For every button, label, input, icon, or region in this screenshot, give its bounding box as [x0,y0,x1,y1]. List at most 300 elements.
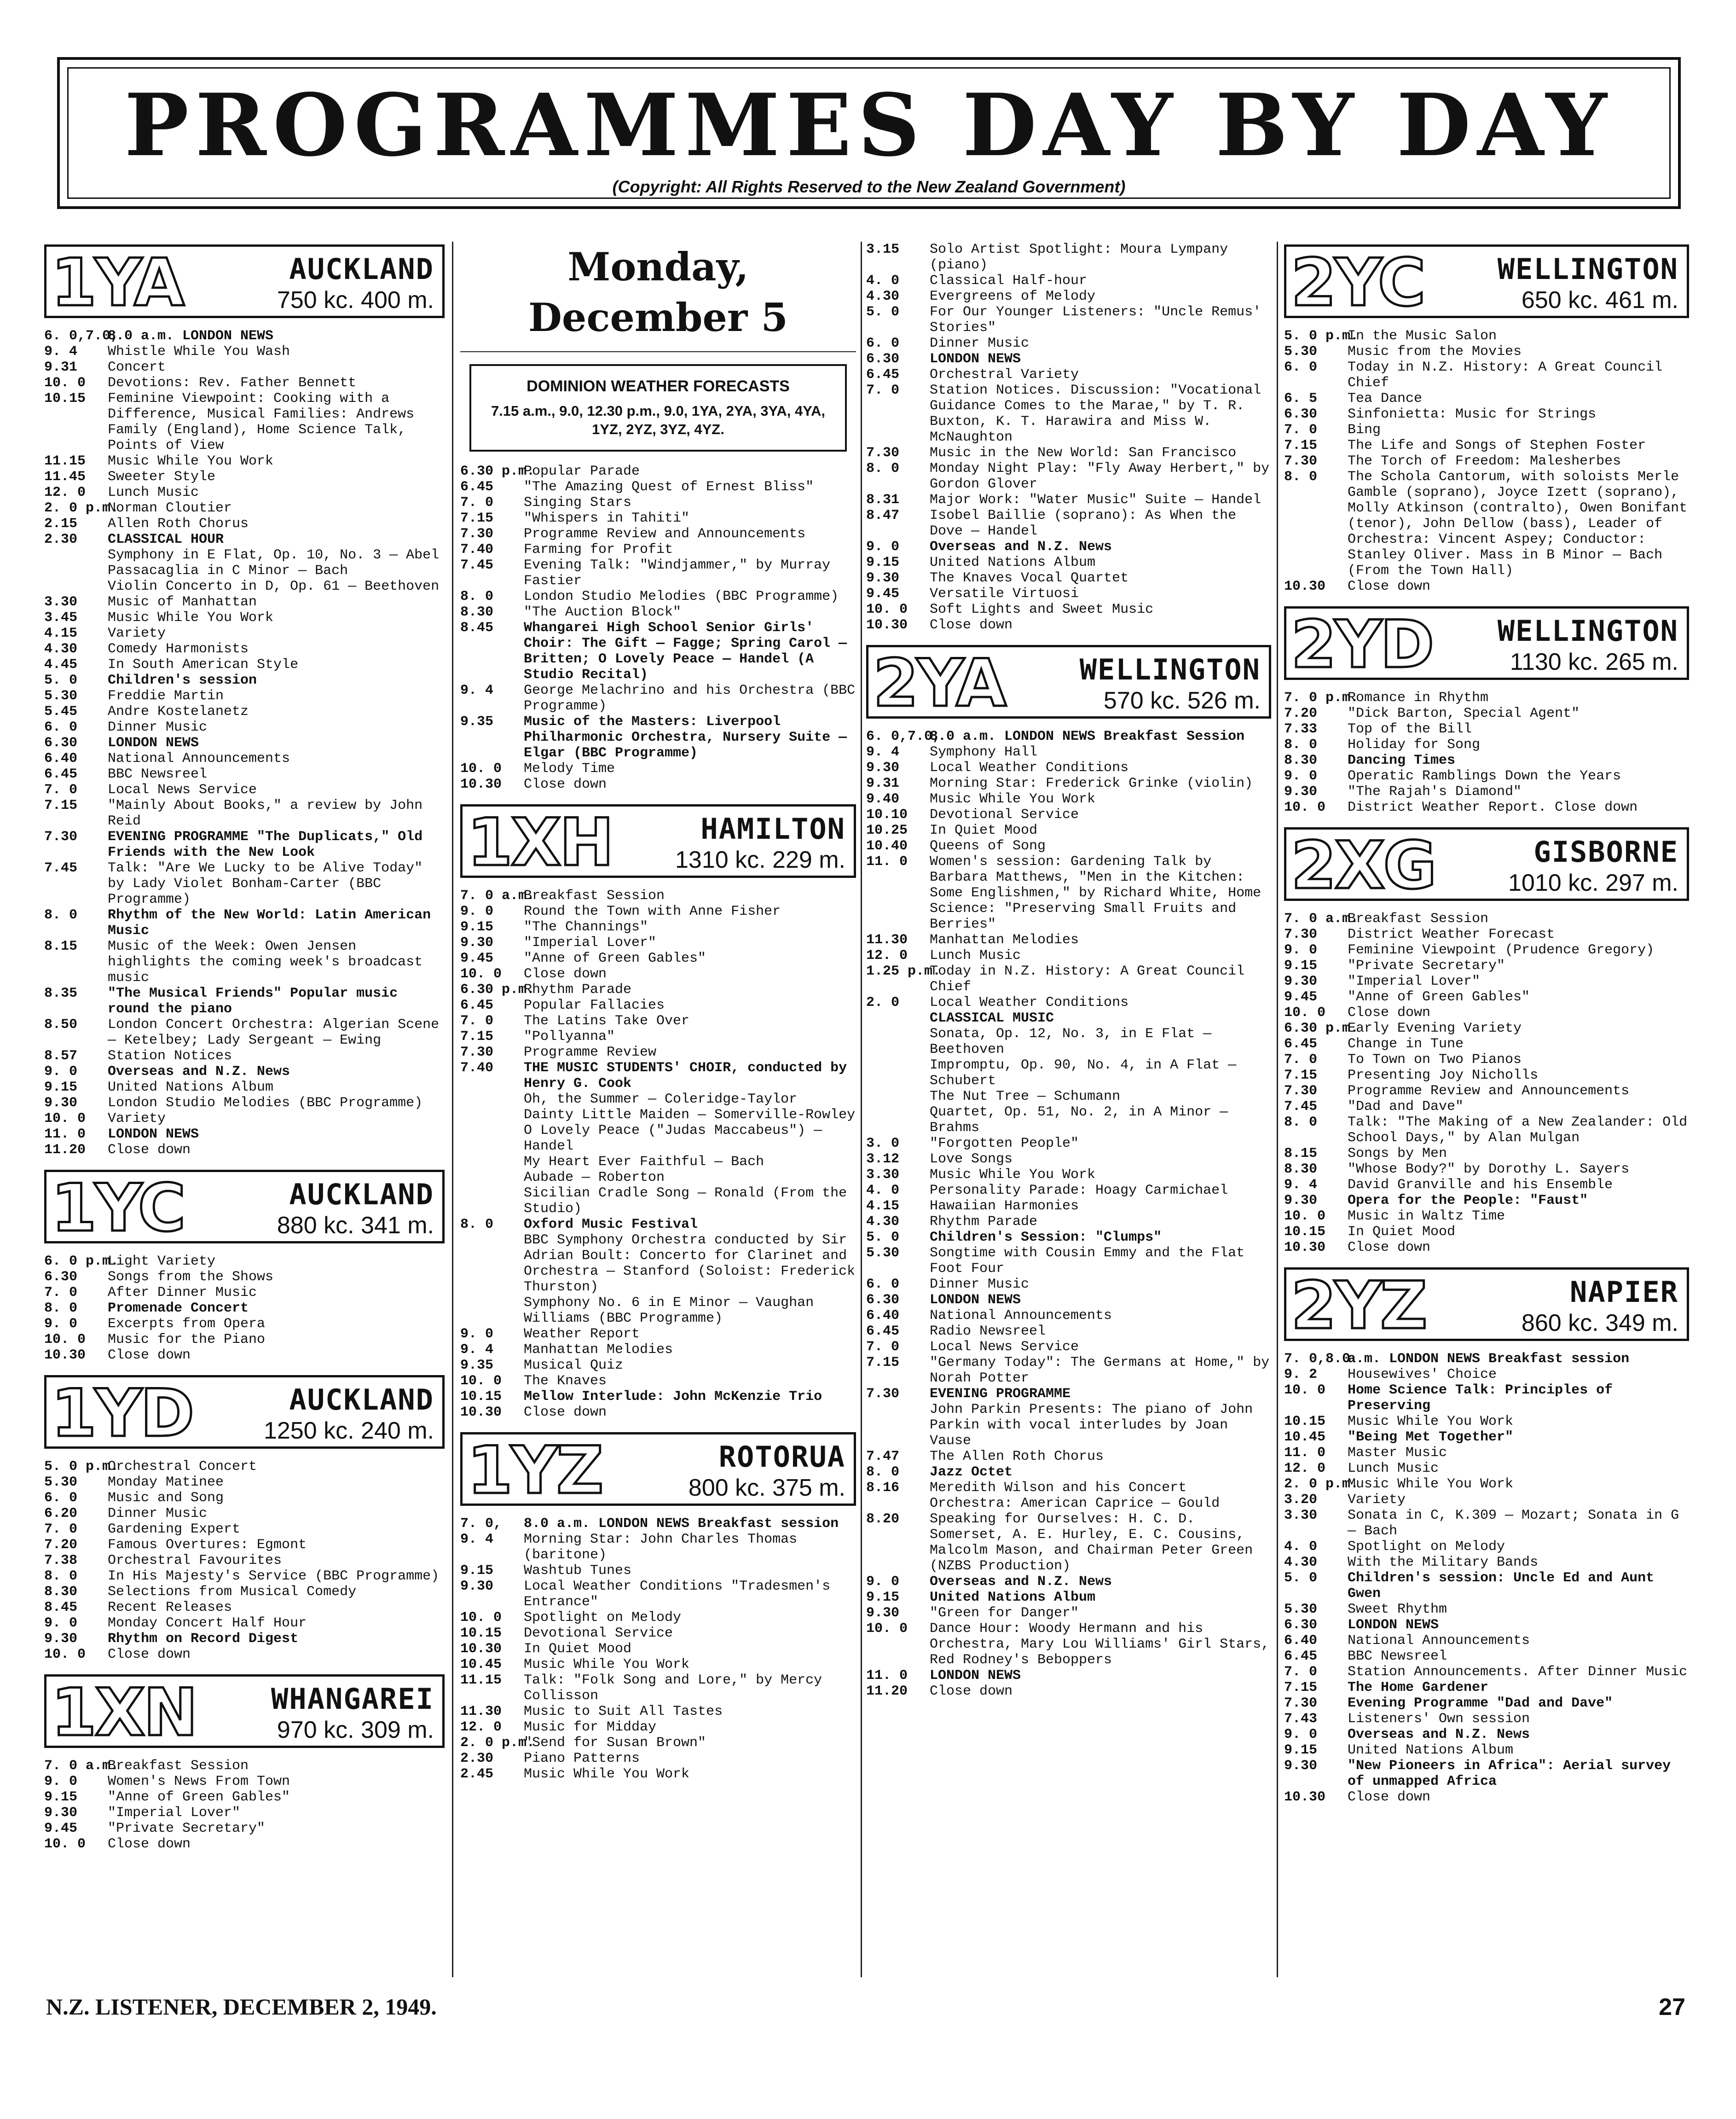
programme-item [1284,1727,1689,1742]
programme-item [460,1045,856,1060]
programme-item [460,888,856,904]
programme-time: 7. 0 a.m. [460,888,535,904]
spacer [866,633,1271,642]
programme-time: 7.30 [1284,453,1318,469]
programme-title: Talk: "Folk Song and Lore," by Mercy Collisson [524,1672,822,1704]
programme-time: 4.15 [866,1198,900,1214]
programme-title: O Lovely Peace ("Judas Maccabeus") — Handel [524,1123,822,1154]
programme-item [460,1217,856,1232]
programme-title: Close down [1348,579,1431,594]
programme-time: 11.15 [44,453,86,469]
programme-title: "Whose Body?" by Dorothy L. Sayers [1348,1161,1630,1177]
programme-title: "Forgotten People" [930,1136,1079,1151]
programme-title: Meredith Wilson and his Concert Orchestra: American Caprice — Gould [930,1480,1220,1511]
programme-item [866,1590,1271,1605]
programme-item [1284,1508,1689,1539]
programme-time: 7. 0 [460,1013,494,1029]
station-call-sign: 1YD [51,1376,193,1451]
programme-title: Breakfast Session [1348,911,1489,927]
station-city: WHANGAREI [271,1682,434,1716]
programme-title: Romance in Rhythm [1348,690,1489,706]
programme-title: Evening Programme "Dad and Dave" [1348,1695,1613,1711]
programme-item [44,500,445,516]
programme-item [460,1107,856,1123]
programme-item [866,1010,1271,1026]
programme-item [866,995,1271,1010]
programme-title: Whangarei High School Senior Girls' Choir: The Gift — Fagge; Spring Carol — Britten; O Lovely Peace — Handel (A Studio Recital) [524,620,847,683]
programme-title: George Melachrino and his Orchestra (BBC Programme) [524,683,856,714]
programme-item [1284,579,1689,594]
programme-title: Isobel Baillie (soprano): As When the Dove — Handel [930,508,1237,539]
programme-title: Music for the Piano [108,1332,266,1347]
programme-title: Speaking for Ourselves: H. C. D. Somerset, A. E. Hurley, E. C. Cousins, Malcolm Mason, and Chairman Peter Green (NZBS Production) [930,1511,1253,1574]
programme-title: BBC Newsreel [1348,1649,1447,1664]
programme-time: 6. 0 p.m. [44,1254,119,1269]
programme-title: Comedy Harmonists [108,641,249,657]
programme-title: My Heart Ever Faithful — Bach [524,1154,764,1170]
programme-time: 9.30 [1284,1758,1318,1774]
programme-time: 8. 0 [1284,737,1318,753]
programme-item [866,570,1271,586]
programme-item [460,1295,856,1326]
programme-item [866,776,1271,791]
programme-title: LONDON NEWS [930,351,1021,367]
programme-time: 7. 0 p.m. [1284,690,1359,706]
programme-title: Dinner Music [930,336,1030,351]
programme-time: 8.30 [1284,753,1318,768]
programme-item [460,1532,856,1563]
programme-title: Songs from the Shows [108,1269,274,1285]
programme-title: Close down [930,617,1013,633]
programme-time: 3.20 [1284,1492,1318,1508]
programme-item [44,751,445,766]
programme-time: 7.15 [1284,1068,1318,1083]
programme-item [866,1449,1271,1464]
programme-title: Radio Newsreel [930,1324,1046,1339]
programme-title: LONDON NEWS [108,735,199,751]
programme-item [866,948,1271,964]
station-block [460,464,856,801]
programme-time: 7. 0 [866,1339,900,1355]
programme-time: 5.30 [1284,344,1318,360]
programme-time [460,1232,524,1295]
programme-title: For Our Younger Listeners: "Uncle Remus' Stories" [930,304,1261,336]
programme-title: Breakfast Session [108,1758,249,1774]
programme-item [866,1480,1271,1511]
programme-title: "The Channings" [524,919,648,935]
programme-item [460,966,856,982]
programme-title: Overseas and N.Z. News [930,539,1112,555]
programme-title: Orchestral Concert [108,1459,257,1475]
programme-item [866,1183,1271,1198]
programme-time: 9. 0 [1284,768,1318,784]
programme-time: 6. 0,7.0, [44,328,119,344]
station-city: WELLINGTON [1497,252,1678,286]
programme-item [1284,1633,1689,1649]
programme-time: 6.30 [866,351,900,367]
spacer [866,1699,1271,1708]
programme-time: 9.15 [44,1789,78,1805]
programme-title: Close down [108,1142,191,1158]
programme-title: Music of Manhattan [108,594,257,610]
programme-item [460,1766,856,1782]
programme-time: 5.30 [44,1475,78,1490]
programme-item [866,1292,1271,1308]
programme-title: Close down [108,1347,191,1363]
programme-item [1284,690,1689,706]
programme-item [866,791,1271,807]
programme-time: 6. 0 [866,1277,900,1292]
programme-item [460,761,856,777]
programme-title: Music of the Masters: Liverpool Philharmonic Orchestra, Nursery Suite — Elgar (BBC Programme) [524,714,847,761]
programme-item [460,464,856,479]
programme-title: Feminine Viewpoint (Prudence Gregory) [1348,942,1655,958]
programme-title: The Home Gardener [1348,1680,1489,1695]
programme-time: 4. 0 [866,1183,900,1198]
programme-title: LONDON NEWS [930,1292,1021,1308]
programme-time: 7.15 [44,798,78,813]
station-call-sign: 2YD [1291,607,1433,683]
programme-time: 9. 0 [44,1774,78,1789]
programme-time: 6.40 [44,751,78,766]
programme-title: Today in N.Z. History: A Great Council Chief [930,964,1245,995]
programme-item [44,1506,445,1521]
programme-time: 2. 0 p.m. [460,1735,535,1751]
programme-title: Devotional Service [930,807,1079,823]
programme-time: 9.30 [44,1631,78,1647]
programme-time: 7. 0 [1284,422,1318,438]
programme-item [1284,1146,1689,1161]
programme-list [1284,690,1689,815]
programme-time: 3.45 [44,610,78,626]
programme-item [460,1373,856,1389]
programme-time: 8. 0 [1284,1115,1318,1130]
programme-item [866,1089,1271,1104]
programme-time [866,1089,930,1104]
programme-time [866,1104,930,1136]
programme-item [866,539,1271,555]
programme-item [1284,1742,1689,1758]
programme-item [1284,753,1689,768]
programme-item [1284,737,1689,753]
programme-item [1284,1083,1689,1099]
programme-time: 8. 0 [460,1217,494,1232]
programme-title: Lunch Music [1348,1461,1439,1476]
column-rule [452,242,453,1977]
programme-time: 10.30 [1284,1789,1326,1805]
station-frequency: 1010 kc. 297 m. [1508,870,1678,896]
programme-title: Music to Suit All Tastes [524,1704,723,1719]
programme-title: Round the Town with Anne Fisher [524,904,781,919]
programme-item [44,1600,445,1615]
programme-item [866,273,1271,289]
programme-title: The Latins Take Over [524,1013,690,1029]
masthead [57,57,1681,209]
programme-item [44,907,445,939]
programme-item [866,807,1271,823]
programme-title: Music While You Work [524,1657,690,1672]
station-city: AUCKLAND [289,1383,434,1417]
station-call-sign: 1YC [51,1170,184,1246]
programme-time: 9. 0 [460,1326,494,1342]
programme-title: Top of the Bill [1348,721,1472,737]
station-frequency: 1310 kc. 229 m. [675,847,845,873]
programme-time: 11. 0 [866,854,908,870]
programme-item [460,1326,856,1342]
programme-title: The Torch of Freedom: Malesherbes [1348,453,1621,469]
programme-title: 8.0 a.m. LONDON NEWS Breakfast session [524,1516,839,1532]
programme-title: "Anne of Green Gables" [524,951,706,966]
programme-item [44,626,445,641]
programme-item [44,782,445,798]
weather-title: DOMINION WEATHER FORECASTS [527,377,790,395]
programme-time: 8.30 [1284,1161,1318,1177]
programme-time: 3.12 [866,1151,900,1167]
programme-time: 10.15 [44,391,86,406]
spacer [460,792,856,801]
station-header [460,1432,856,1509]
programme-title: 8.0 a.m. LONDON NEWS Breakfast Session [930,729,1245,744]
programme-title: Popular Fallacies [524,998,665,1013]
programme-item [44,735,445,751]
programme-item [44,1347,445,1363]
programme-item [866,1198,1271,1214]
programme-time: 7.45 [44,860,78,876]
programme-title: Holiday for Song [1348,737,1481,753]
programme-item [1284,1068,1689,1083]
programme-item [1284,800,1689,815]
programme-time: 10. 0 [1284,1005,1326,1021]
programme-time: 5. 0 p.m. [1284,328,1359,344]
programme-title: Music for Midday [524,1719,657,1735]
programme-title: The Knaves [524,1373,607,1389]
programme-title: Musical Quiz [524,1358,624,1373]
programme-item [1284,706,1689,721]
programme-title: Station Notices [108,1048,232,1064]
programme-time: 9. 0 [460,904,494,919]
programme-item [1284,344,1689,360]
programme-title: "Green for Danger" [930,1605,1079,1621]
programme-title: "Imperial Lover" [108,1805,241,1821]
programme-time: 4.30 [44,641,78,657]
station-block [460,804,856,1429]
programme-time: 9.15 [866,1590,900,1605]
programme-title: Lunch Music [108,485,199,500]
programme-title: Sicilian Cradle Song — Ronald (From the Studio) [524,1185,847,1217]
programme-item [1284,1445,1689,1461]
programme-item [44,798,445,829]
programme-title: Music in Waltz Time [1348,1208,1505,1224]
programme-time: 8.31 [866,492,900,508]
programme-item [460,1735,856,1751]
programme-time: 5.30 [44,688,78,704]
programme-title: Sinfonietta: Music for Strings [1348,406,1597,422]
programme-title: After Dinner Music [108,1285,257,1300]
programme-title: Opera for the People: "Faust" [1348,1193,1588,1208]
programme-item [866,729,1271,744]
programme-time [866,1402,930,1449]
programme-title: EVENING PROGRAMME [930,1386,1071,1402]
programme-time: 6.30 p.m. [1284,1021,1359,1036]
programme-time: 8.57 [44,1048,78,1064]
programme-title: Overseas and N.Z. News [1348,1727,1530,1742]
programme-title: "Private Secretary" [1348,958,1505,974]
programme-item [44,1142,445,1158]
programme-item [866,289,1271,304]
station-header [460,804,856,881]
programme-time: 9. 0 [44,1316,78,1332]
programme-title: To Town on Two Pianos [1348,1052,1522,1068]
programme-time: 10.15 [460,1389,502,1405]
programme-title: Dainty Little Maiden — Somerville-Rowley [524,1107,856,1123]
programme-time: 10. 0 [866,602,908,617]
programme-title: Rhythm Parade [524,982,632,998]
programme-item [460,1563,856,1579]
programme-time: 7.20 [1284,706,1318,721]
programme-title: "Send for Susan Brown" [524,1735,706,1751]
programme-time: 6.45 [460,479,494,495]
programme-time [866,1057,930,1089]
programme-item [1284,1789,1689,1805]
programme-item [44,1789,445,1805]
programme-title: London Concert Orchestra: Algerian Scene — Ketelbey; Lady Sergeant — Ewing [108,1017,440,1048]
spacer [1284,594,1689,604]
station-frequency: 1250 kc. 240 m. [264,1417,434,1444]
programme-time: 7.15 [866,1355,900,1370]
programme-time: 7.15 [460,511,494,526]
programme-title: Farming for Profit [524,542,673,557]
programme-time: 12. 0 [460,1719,502,1735]
programme-title: Songs by Men [1348,1146,1447,1161]
page-title: PROGRAMMES DAY BY DAY [124,75,1614,175]
station-call-sign: 2XG [1291,828,1435,904]
station-city: HAMILTON [700,812,845,846]
programme-time: 8. 0 [44,907,78,923]
programme-title: Music from the Movies [1348,344,1522,360]
day-heading: Monday, December 5 [528,244,788,340]
programme-item [460,714,856,761]
station-call-sign: 2YC [1291,245,1424,321]
programme-time: 10. 0 [44,1111,86,1126]
programme-title: United Nations Album [930,555,1096,570]
programme-item [1284,1461,1689,1476]
programme-time: 10. 0 [1284,800,1326,815]
programme-item [1284,1758,1689,1789]
programme-time: 9.45 [866,586,900,602]
programme-item [460,1579,856,1610]
programme-title: Oh, the Summer — Coleridge-Taylor [524,1091,798,1107]
programme-title: Devotions: Rev. Father Bennett [108,375,357,391]
programme-title: London Studio Melodies (BBC Programme) [524,589,839,604]
programme-title: Aubade — Roberton [524,1170,665,1185]
programme-time: 7.15 [460,1029,494,1045]
programme-title: Major Work: "Water Music" Suite — Handel [930,492,1261,508]
programme-item [1284,1539,1689,1555]
programme-title: "Whispers in Tahiti" [524,511,690,526]
programme-item [1284,1021,1689,1036]
programme-title: Washtub Tunes [524,1563,632,1579]
programme-time: 7.45 [460,557,494,573]
programme-item [1284,1036,1689,1052]
programme-title: John Parkin Presents: The piano of John Parkin with vocal interludes by Joan Vause [930,1402,1253,1449]
programme-title: Manhattan Melodies [930,932,1079,948]
programme-item [460,982,856,998]
programme-item [460,904,856,919]
programme-time: 7.38 [44,1553,78,1568]
programme-item [1284,1240,1689,1255]
programme-title: Andre Kostelanetz [108,704,249,720]
programme-title: a.m. LONDON NEWS Breakfast session [1348,1351,1630,1367]
programme-item [44,641,445,657]
programme-time: 6. 0 [866,336,900,351]
programme-title: Music While You Work [1348,1476,1514,1492]
programme-time: 6.45 [460,998,494,1013]
programme-time: 10.15 [1284,1224,1326,1240]
programme-item [866,445,1271,461]
column-rule [1277,242,1278,1977]
programme-time: 9.30 [460,935,494,951]
programme-item [44,579,445,594]
programme-time: 9.30 [1284,784,1318,800]
programme-title: Women's session: Gardening Talk by Barbara Matthews, "Men in the Kitchen: Some Englishmen," by Richard White, Home Science: "Preserving Small Fruits and Berries" [930,854,1261,932]
programme-item [1284,406,1689,422]
programme-item [866,760,1271,776]
programme-item [866,1339,1271,1355]
spacer [44,1363,445,1372]
programme-title: In the Music Salon [1348,328,1497,344]
programme-title: Master Music [1348,1445,1447,1461]
programme-time: 9.35 [460,714,494,730]
programme-time: 7.30 [460,1045,494,1060]
programme-title: "Imperial Lover" [524,935,657,951]
programme-time: 8.50 [44,1017,78,1033]
programme-time: 7.45 [1284,1099,1318,1115]
programme-title: Local News Service [108,782,257,798]
programme-time: 10.25 [866,823,908,838]
programme-time [460,1107,524,1123]
programme-time: 7. 0 a.m. [44,1758,119,1774]
programme-title: Talk: "Are We Lucky to be Alive Today" by Lady Violet Bonham-Carter (BBC Programme) [108,860,423,907]
programme-item [460,1060,856,1091]
programme-item [44,391,445,453]
programme-item [460,542,856,557]
programme-title: CLASSICAL HOUR [108,532,224,547]
programme-time: 9.30 [866,760,900,776]
programme-item [1284,1617,1689,1633]
station-call-sign: 2YA [873,645,1005,721]
programme-time: 9.15 [460,919,494,935]
programme-time [460,1123,524,1154]
programme-title: Music While You Work [108,610,274,626]
programme-item [866,1104,1271,1136]
programme-time: 7.15 [1284,438,1318,453]
programme-title: "The Musical Friends" Popular music round the piano [108,986,398,1017]
programme-item [1284,1476,1689,1492]
programme-time: 6.45 [866,1324,900,1339]
column-2 [460,242,856,1977]
programme-title: Programme Review and Announcements [1348,1083,1630,1099]
programme-item [44,453,445,469]
programme-item [44,1048,445,1064]
station-call-sign: 1YZ [467,1433,602,1509]
programme-item [460,1626,856,1641]
programme-item [1284,1115,1689,1146]
programme-title: Music While You Work [1348,1414,1514,1429]
programme-time: 9. 0 [1284,1727,1318,1742]
programme-title: Overseas and N.Z. News [108,1064,290,1080]
programme-item [1284,453,1689,469]
programme-title: Spotlight on Melody [524,1610,682,1626]
